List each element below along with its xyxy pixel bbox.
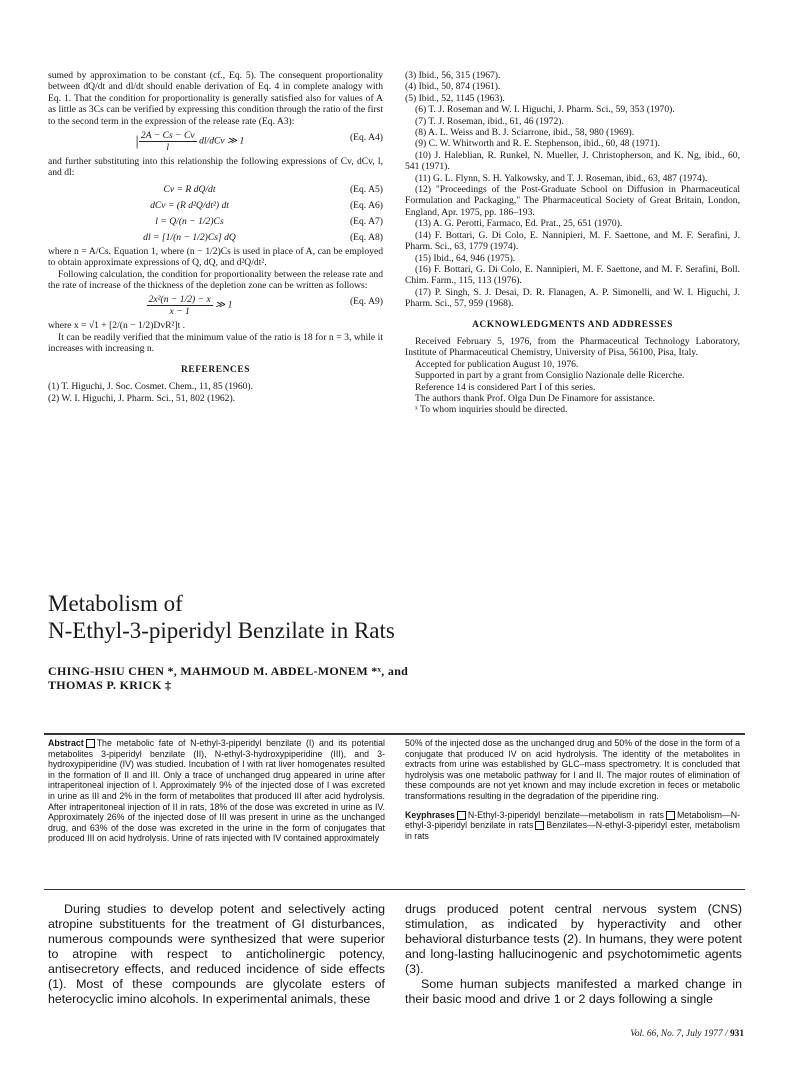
equation-a6: dCv = (R d²Q/dt²) dt (Eq. A6) bbox=[150, 199, 383, 211]
paragraph: where x = √1 + [2/(n − 1/2)DvR²]t . bbox=[48, 320, 186, 332]
reference-item: (15) Ibid., 64, 946 (1975). bbox=[415, 252, 516, 264]
reference-item: (6) T. J. Roseman and W. I. Higuchi, J. Pharm. Sci., 59, 353 (1970). bbox=[415, 104, 675, 116]
keyphrase: Benzilates—N-ethyl-3-piperidyl ester, metabolism in rats bbox=[405, 820, 740, 841]
reference-item: (16) F. Bottari, G. Di Colo, E. Nannipieri, M. F. Saettone, and M. F. Serafini, Boll. Chim. Farm., 115, 113 (1976). bbox=[405, 263, 740, 287]
reference-item: (14) F. Bottari, G. Di Colo, E. Nannipieri, M. F. Saettone, and M. F. Serafini, J. Pharm. Sci., 63, 1779 (1974). bbox=[405, 229, 740, 253]
abstract-text-left: The metabolic fate of N-ethyl-3-piperidyl benzilate (I) and its potential metabolites 3-piperidyl benzilate (II), N-ethyl-3-hydroxypiperidine (III), and 3-hydroxypiperidine (IV) was studied. Incubation of I with rat liver homogenates resulted in the formation of II and III. Only a trace of unchanged drug appeared in urine after intraperitoneal injection of I. Approximately 9% of the injected dose of I was excreted in urine as III and 2% in the form of metabolites that produced III after acid hydrolysis. After intraperitoneal injection of II in rats, 18% of the dose was excreted in urine as IV. Approximately 26% of the injected dose of III was present in urine as the unchanged drug, and 63% of the dose was excreted in the urine in the form of conjugates that produced III on acid hydrolysis. Urine of rats injected with IV contained approximately bbox=[48, 738, 385, 844]
equation-a4: | $\frac{2A - Cs - Cv}{l}$ dl/dCv ≫ 1 (Eq. A4) bbox=[134, 130, 383, 154]
ack-item: Supported in part by a grant from Consiglio Nazionale delle Ricerche. bbox=[415, 370, 685, 382]
body-paragraph: Some human subjects manifested a marked change in their basic mood and drive 1 or 2 days following a single bbox=[405, 977, 742, 1006]
reference-item: (7) T. J. Roseman, ibid., 61, 46 (1972). bbox=[415, 115, 564, 127]
ack-item: The authors thank Prof. Olga Dun De Finamore for assistance. bbox=[415, 392, 656, 404]
reference-item: (8) A. L. Weiss and B. J. Sciarrone, ibid., 58, 980 (1969). bbox=[415, 127, 635, 139]
square-bullet-icon bbox=[457, 811, 466, 820]
reference-item: (9) C. W. Whitworth and R. E. Stephenson, ibid., 60, 48 (1971). bbox=[415, 138, 660, 150]
keyphrase: Metabolism—N-ethyl-3-piperidyl benzilate in rats bbox=[405, 809, 740, 831]
body-paragraph: drugs produced potent central nervous system (CNS) stimulation, as indicated by hyperactivity and other behavioral disturbance tests (2). In humans, they were potent and long-lasting hallucinogenic and psychotomimetic agents (3). bbox=[405, 902, 742, 976]
left-column bbox=[48, 70, 383, 404]
reference-item: (12) "Proceedings of the Post-Graduate School on Diffusion in Pharmaceutical Formulation and Packaging," The Pharmaceutical Society of Great Britain, London, England, Apr. 1975, pp. 186–193. bbox=[405, 184, 740, 218]
title-line-1: Metabolism of bbox=[48, 591, 183, 616]
reference-item: (4) Ibid., 50, 874 (1961). bbox=[405, 81, 501, 93]
reference-item: (13) A. G. Perotti, Farmaco, Ed. Prat., 25, 651 (1970). bbox=[415, 218, 623, 230]
authors-line-1: CHING-HSIU CHEN *, MAHMOUD M. ABDEL-MONEM *ˣ, and bbox=[48, 664, 409, 678]
eq-a9-numerator: 2x²(n − 1/2) − x bbox=[148, 294, 211, 306]
article-authors bbox=[48, 664, 408, 692]
reference-item: (5) Ibid., 52, 1145 (1963). bbox=[405, 92, 505, 104]
square-bullet-icon bbox=[535, 821, 544, 830]
reference-item: (3) Ibid., 56, 315 (1967). bbox=[405, 70, 501, 81]
eq-a9-label: (Eq. A9) bbox=[349, 296, 383, 308]
body-right bbox=[405, 902, 742, 1007]
body-left bbox=[48, 902, 385, 1007]
paragraph: It can be readily verified that the minimum value of the ratio is 18 for n = 3, while it increases with increasing n. bbox=[48, 331, 383, 355]
abstract-left bbox=[48, 738, 385, 844]
reference-item: (2) W. I. Higuchi, J. Pharm. Sci., 51, 802 (1962). bbox=[48, 392, 236, 404]
equation-a7: l = Q/(n − 1/2)Cs (Eq. A7) bbox=[155, 215, 383, 227]
equation-a5: Cv = R dQ/dt (Eq. A5) bbox=[163, 183, 383, 195]
eq-a4-label: (Eq. A4) bbox=[349, 132, 383, 144]
body-paragraph: During studies to develop potent and selectively acting atropine substituents for the treatment of GI disturbances, numerous compounds were synthesized that were superior to atropine with respect to anticholinergic potency, antisecretory effects, and reduced incidence of side effects (1). Most of these compounds are glycolate esters of heterocyclic imino alcohols. In experimental animals, these bbox=[48, 902, 385, 1006]
abstract-text-right: 50% of the injected dose as the unchanged drug and 50% of the dose in the form of a conjugate that produced IV on acid hydrolysis. The identity of the metabolites in extracts from urine was established by GLC–mass spectrometry. It is concluded that hydrolysis was one metabolic pathway for I and II. The major routes of elimination of these compounds are not yet known and may include excretion in feces or metabolic transformations resulting in the degradation of the piperidine ring. bbox=[405, 738, 740, 801]
references-heading: REFERENCES bbox=[180, 364, 251, 375]
ack-item: Reference 14 is considered Part I of this series. bbox=[415, 381, 596, 393]
square-bullet-icon bbox=[86, 739, 95, 748]
abstract-right bbox=[405, 738, 740, 841]
article-title bbox=[48, 590, 395, 644]
paragraph: where n = A/Cs. Equation 1, where (n − 1/2)Cs is used in place of A, can be employed to obtain approximate expressions of Q, dQ, and d²Q/dt². bbox=[48, 245, 383, 269]
paragraph: sumed by approximation to be constant (cf., Eq. 5). The consequent proportionality between dQ/dt and dl/dt should enable derivation of Eq. 4 in complete analogy with Eq. 1. That the condition for proportionality is generally satisfied also for values of A as little as 3Cs can be verified by expressing this condition through the ratio of the first to the second term in the expression of the release rate (Eq. A3): bbox=[48, 70, 383, 127]
eq-a9-denominator: x − 1 bbox=[169, 306, 190, 318]
ack-item: ˣ To whom inquiries should be directed. bbox=[415, 404, 568, 416]
paragraph: Following calculation, the condition for proportionality between the release rate and the rate of increase of the thickness of the depletion zone can be written as follows: bbox=[48, 268, 383, 292]
eq-a4-denominator: l bbox=[166, 142, 170, 154]
page-footer: Vol. 66, No. 7, July 1977 / 931 bbox=[630, 1029, 744, 1039]
abstract-label: Abstract bbox=[48, 738, 84, 748]
right-column bbox=[405, 70, 740, 416]
journal-info: Vol. 66, No. 7, July 1977 bbox=[630, 1029, 723, 1039]
square-bullet-icon bbox=[666, 811, 675, 820]
keyphrases-label: Keyphrases bbox=[405, 809, 455, 820]
reference-item: (1) T. Higuchi, J. Soc. Cosmet. Chem., 11, 85 (1960). bbox=[48, 381, 254, 393]
keyphrase: N-Ethyl-3-piperidyl benzilate—metabolism in rats bbox=[467, 809, 664, 820]
authors-line-2: THOMAS P. KRICK ‡ bbox=[48, 678, 172, 692]
ack-item: Received February 5, 1976, from the Pharmaceutical Technology Laboratory, Institute of Pharmaceutical Chemistry, University of Pisa, 56100, Pisa, Italy. bbox=[405, 335, 740, 359]
page-number: 931 bbox=[729, 1029, 744, 1039]
equation-a8: dl = [1/(n − 1/2)Cs] dQ (Eq. A8) bbox=[143, 231, 383, 243]
reference-item: (17) P. Singh, S. J. Desai, D. R. Flanagen, A. P. Simonelli, and W. I. Higuchi, J. Pharm. Sci., 57, 959 (1968). bbox=[405, 286, 740, 310]
reference-item: (11) G. L. Flynn, S. H. Yalkowsky, and T. J. Roseman, ibid., 63, 487 (1974). bbox=[415, 172, 708, 184]
title-line-2: N-Ethyl-3-piperidyl Benzilate in Rats bbox=[48, 618, 395, 643]
acknowledgments-heading: ACKNOWLEDGMENTS AND ADDRESSES bbox=[472, 319, 673, 330]
eq-a4-numerator: 2A − Cs − Cv bbox=[140, 130, 195, 142]
eq-a4-rest: dl/dCv ≫ 1 bbox=[199, 135, 245, 147]
reference-item: (10) J. Haleblian, R. Runkel, N. Mueller, J. Christopherson, and K. Ng, ibid., 60, 541 (1971). bbox=[405, 149, 740, 173]
eq-a9-rest: ≫ 1 bbox=[215, 300, 233, 312]
equation-a9 bbox=[48, 294, 383, 320]
ack-item: Accepted for publication August 10, 1976. bbox=[415, 358, 579, 370]
paragraph: and further substituting into this relationship the following expressions of Cv, dCv, l, and dl: bbox=[48, 156, 383, 179]
